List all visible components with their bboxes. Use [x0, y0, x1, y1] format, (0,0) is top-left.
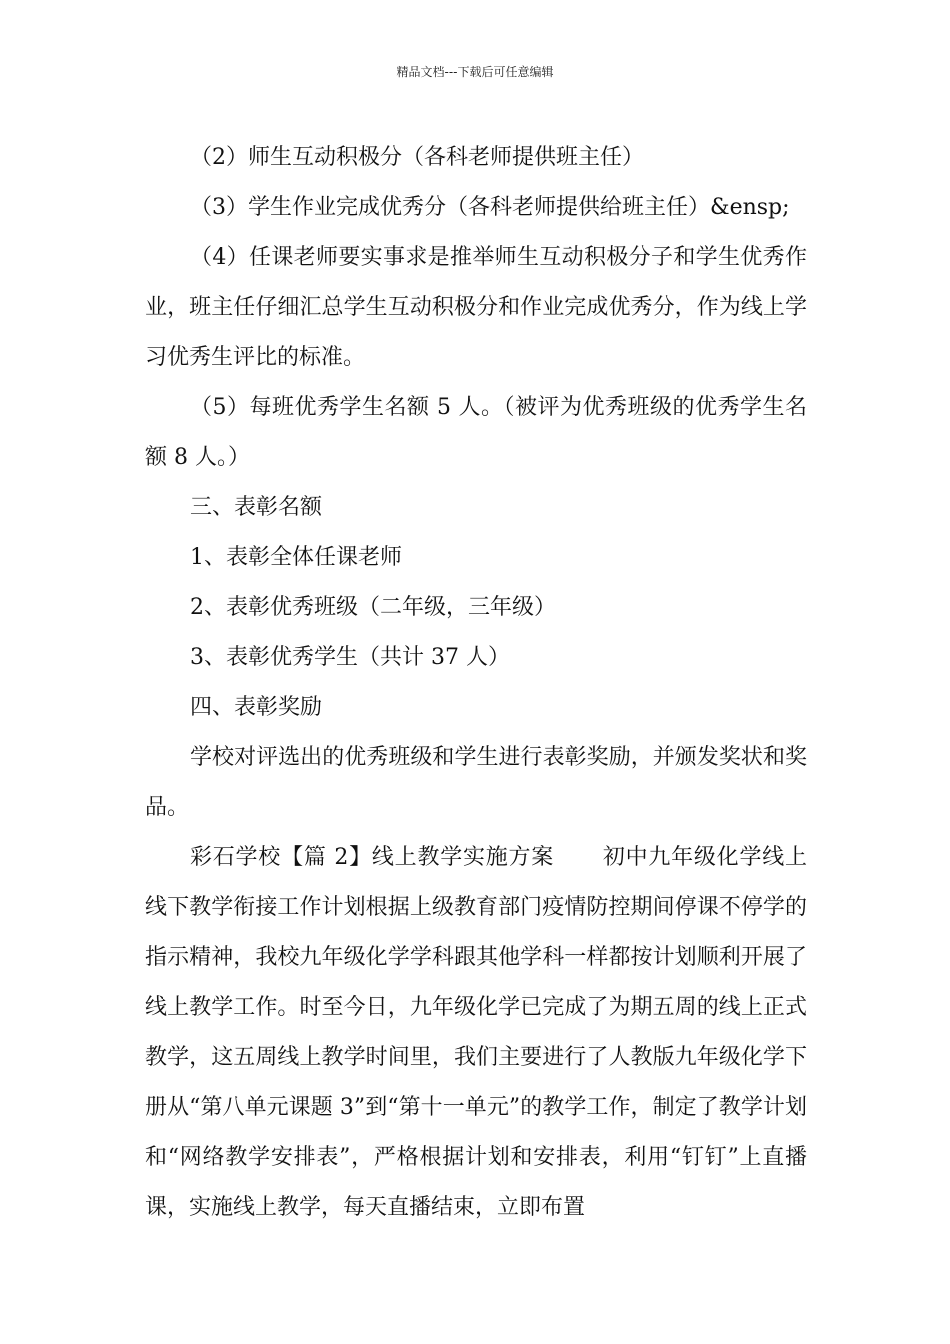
paragraph: 学校对评选出的优秀班级和学生进行表彰奖励，并颁发奖状和奖品。	[145, 745, 807, 820]
article-body: 初中九年级化学线上线下教学衔接工作计划根据上级教育部门疫情防控期间停课不停学的指示精神，我校九年级化学学科跟其他学科一样都按计划顺利开展了线上教学工作。时至今日，九年级化学已完成了为期五周的线上正式教学，这五周线上教学时间里，我们主要进行了人教版九年级化学下册从“第八单元课题 3”到“第十一单元”的教学工作，制定了教学计划和“网络教学安排表”，严格根据计划和安排表，利用“钉钉”上直播课，实施线上教学，每天直播结束，立即布置	[145, 845, 807, 1220]
page-header: 精品文档---下载后可任意编辑	[396, 65, 554, 79]
paragraph: （3）学生作业完成优秀分（各科老师提供给班主任）&ensp;	[190, 195, 790, 220]
article-title: 彩石学校【篇 2】线上教学实施方案	[190, 845, 555, 870]
paragraph: （2）师生互动积极分（各科老师提供班主任）	[190, 145, 644, 170]
list-item: 2、表彰优秀班级（二年级，三年级）	[190, 595, 556, 620]
paragraph: （4）任课老师要实事求是推举师生互动积极分子和学生优秀作业，班主任仔细汇总学生互动积极分和作业完成优秀分，作为线上学习优秀生评比的标准。	[145, 245, 807, 370]
article-paragraph	[145, 833, 807, 1233]
section-heading: 四、表彰奖励	[190, 695, 323, 720]
list-item: 3、表彰优秀学生（共计 37 人）	[190, 645, 510, 670]
list-item: 1、表彰全体任课老师	[190, 545, 402, 570]
paragraph: （5）每班优秀学生名额 5 人。（被评为优秀班级的优秀学生名额 8 人。）	[145, 395, 807, 470]
section-heading: 三、表彰名额	[190, 495, 323, 520]
document-body	[145, 133, 807, 1233]
